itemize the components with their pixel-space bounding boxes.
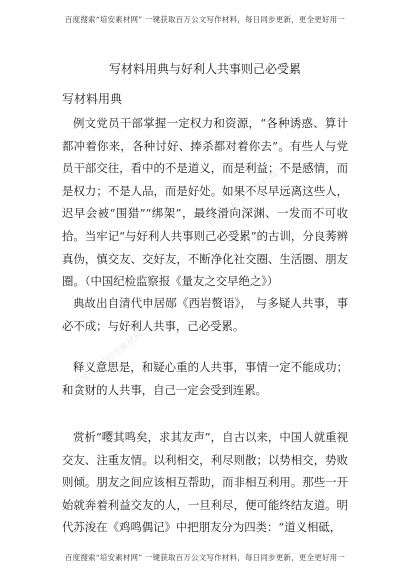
section-heading: 写材料用典 [62,92,123,106]
document-title: 写材料用典与好利人共事则己必受累 [108,62,301,76]
footer-banner: 百度搜索“培安素材网” 一键获取百万公文写作材料，每日同步更新，更全更好用一 [64,553,346,562]
paragraph-example: 例文党员干部掌握一定权力和资源，“各种诱惑、算计都冲着你来，各种讨好、捧杀都对着你去”。有些人与党员干部交往，看中的不是道义，而是利益；不是感情，而是权力；不是人品，而是好处。如果不尽早远离这些人，迟早会被“围猎”“绑架”，最终滑向深渊、一发而不可收拾。当牢记“与好利人共事则己必受累”的古训，分良莠辨真伪，慎交友、交好友，不断净化社交圈、生活圈、朋友圈。（中国纪检监察报《量友之交早绝之》） [62,116,348,289]
watermark: 百度搜索“培安素材网” [206,166,285,231]
watermark: 百度搜索“培安素材网” [71,326,150,391]
paragraph-appreciation: 赏析“嘤其鸣矣，求其友声”，自古以来，中国人就重视交友、注重友情。以利相交，利尽则散；以势相交，势败则倾。朋友之间应该相互帮助，而非相互利用。那些一开始就奔着利益交友的人，一旦利尽，便可能终结友道。明代苏浚在《鸡鸣偶记》中把朋友分为四类：“道义相砥， [62,430,348,535]
paragraph-meaning: 释义意思是，和疑心重的人共事，事情一定不能成功；和贪财的人共事，自己一定会受到连累。 [62,360,348,397]
paragraph-source: 典故出自清代申居郧《西岩赘语》， 与多疑人共事，事必不成；与好利人共事，己必受累。 [62,296,348,333]
header-banner: 百度搜索“培安素材网” 一键获取百万公文写作材料，每日同步更新，更全更好用一 [64,15,346,24]
